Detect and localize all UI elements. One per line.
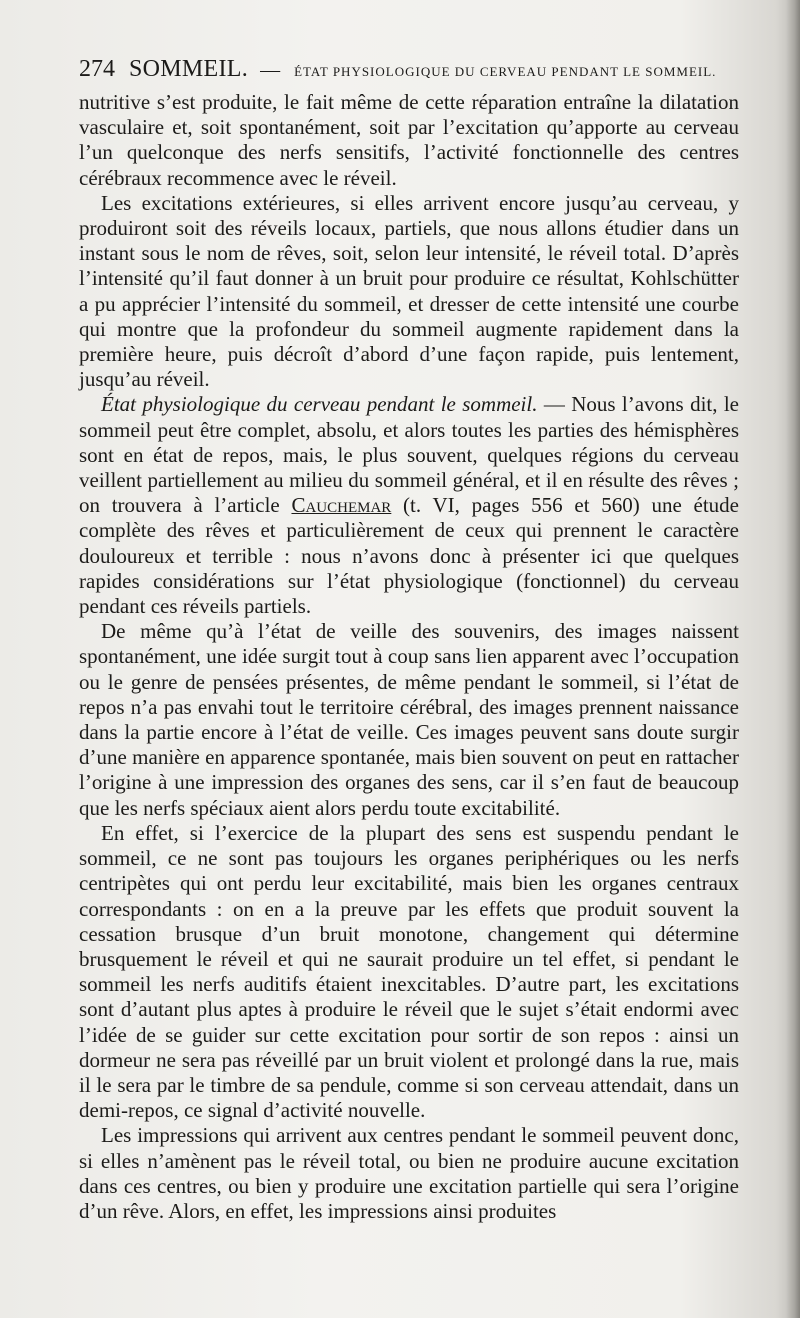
section-text-a: — Nous l’avons dit, le sommeil peut être complet, absolu, et alors toutes les parties des hémisphères sont en état de repos, mais, le plus souvent, quelques régions du cerveau veillent partiellement au milieu du sommeil général, et il en résulte des rêves ; on trouvera à l’article [79,392,740,518]
section-paragraph [79,392,739,619]
header-dash: — [260,59,281,81]
paragraph: De même qu’à l’état de veille des souvenirs, des images naissent spontanément, une idée surgit tout à coup sans lien apparent avec l’occupation ou le genre de pensées présentes, de même pendant le sommeil, si l’état de repos n’a pas envahi tout le territoire cérébral, des images prennent naissance dans la partie encore à l’état de veille. Ces images peuvent sans doute surgir d’une manière en apparence spontanée, mais bien souvent on peut en rattacher l’origine à une impression des organes des sens, car il s’en faut de beaucoup que les nerfs spéciaux aient alors perdu toute excitabilité. [79,619,739,820]
running-subtitle: ÉTAT PHYSIOLOGIQUE DU CERVEAU PENDANT LE SOMMEIL. [294,64,717,79]
section-title: État physiologique du cerveau pendant le sommeil. [101,392,538,417]
paragraph: En effet, si l’exercice de la plupart des sens est suspendu pendant le sommeil, ce ne sont pas toujours les organes periphériques ou les nerfs centripètes qui ont perdu leur excitabilité, mais bien les organes centraux correspondants : on en a la preuve par les effets que produit souvent la cessation brusque d’un bruit monotone, changement qui détermine brusquement le réveil et qui ne saurait produire un tel effet, si pendant le sommeil les nerfs auditifs étaient inexcitables. D’autre part, les excitations sont d’autant plus aptes à produire le réveil que le sujet s’était endormi avec l’idée de se guider sur cette excitation pour sortir de son repos : ainsi un dormeur ne sera pas réveillé par un bruit violent et prolongé dans la rue, mais il le sera par le timbre de sa pendule, comme si son cerveau attendait, dans un demi-repos, ce signal d’activité nouvelle. [79,820,739,1123]
body-text [79,90,739,1224]
page-edge-shadow [786,0,800,1318]
cross-reference: Cauchemar [291,493,392,518]
paragraph: Les excitations extérieures, si elles arrivent encore jusqu’au cerveau, y produiront soit des réveils locaux, partiels, que nous allons étudier dans un instant sous le nom de rêves, soit, selon leur intensité, le réveil total. D’après l’intensité qu’il faut donner à un bruit pour produire ce résultat, Kohlschütter a pu apprécier l’intensité du sommeil, et dresser de cette intensité une courbe qui montre que la profondeur du sommeil augmente rapidement dans la première heure, puis décroît d’abord d’une façon rapide, puis lentement, jusqu’au réveil. [79,190,739,392]
paragraph-continued: nutritive s’est produite, le fait même de cette réparation entraîne la dilatation vasculaire et, soit spontanément, soit par l’excitation qu’apporte au cerveau l’un quelconque des nerfs sensitifs, l’activité fonctionnelle des centres cérébraux recommence avec le réveil. [79,90,739,190]
running-header [79,56,729,83]
paragraph: Les impressions qui arrivent aux centres pendant le sommeil peuvent donc, si elles n’amènent pas le réveil total, ou bien ne produire aucune excitation dans ces centres, ou bien y produire une excitation partielle qui sera l’origine d’un rêve. Alors, en effet, les impressions ainsi produites [79,1123,739,1223]
page-number: 274 [79,56,115,82]
running-title: SOMMEIL. [129,56,249,82]
section-text-b: (t. VI, pages 556 et 560) une étude complète des rêves et particulièrement de ceux qui prennent le caractère douloureux et terrible : nous n’avons donc à présenter ici que quelques rapides considérations sur l’état physiologique (fonctionnel) du cerveau pendant ces réveils partiels. [79,493,739,619]
